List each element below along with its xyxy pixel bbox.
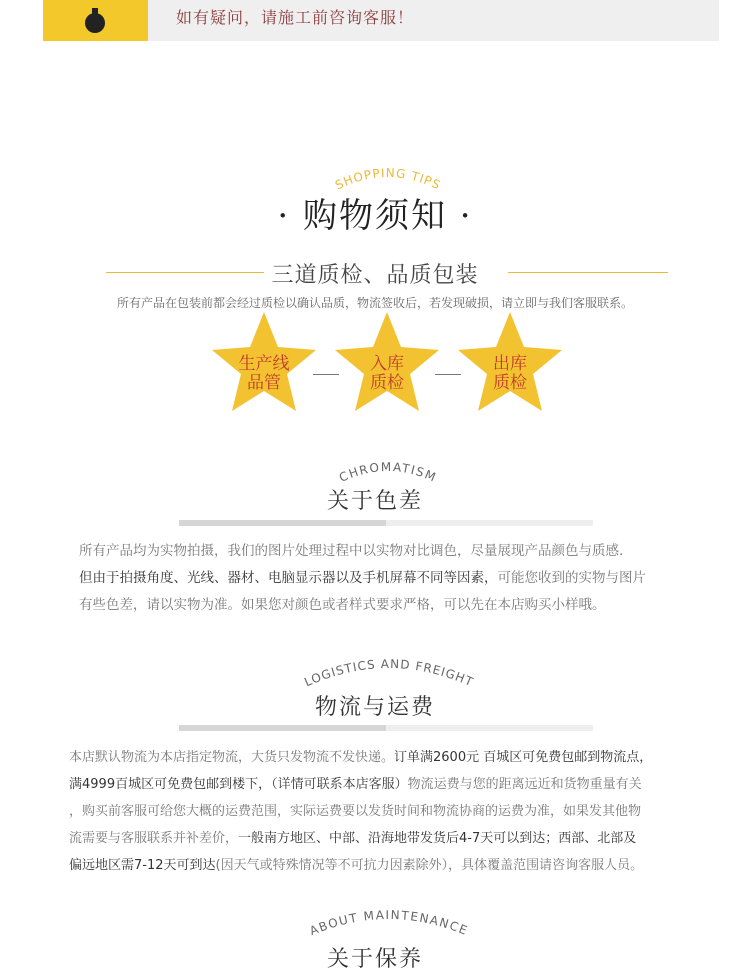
notice-icon-box	[43, 0, 148, 41]
star-connector	[435, 374, 461, 375]
svg-text:LOGISTICS AND FREIGHT: LOGISTICS AND FREIGHT	[302, 656, 476, 690]
notice-bar	[43, 0, 719, 41]
section-description: 所有产品在包装前都会经过质检以确认品质，物流签收后，若发现破损，请立即与我们客服联系。	[116, 296, 633, 310]
star-connector	[313, 374, 339, 375]
notice-text: 如有疑问，请施工前咨询客服！	[176, 8, 415, 27]
svg-text:CHROMATISM: CHROMATISM	[336, 459, 439, 485]
alert-icon	[84, 8, 106, 33]
svg-text:ABOUT MAINTENANCE: ABOUT MAINTENANCE	[307, 907, 471, 939]
star-label-inbound: 入库 质检	[370, 354, 404, 393]
page-title: · 购物须知 ·	[277, 196, 473, 236]
logistics-title: 物流与运费	[314, 695, 435, 720]
chromatism-text: 所有产品均为实物拍摄，我们的图片处理过程中以实物对比调色，尽量展现产品颜色与质感. 但由于拍摄角度、光线、器材、电脑显示器以及手机屏幕不同等因素，可能您收到的实物与图片 有些色差，请以实物为准。如果您对颜色或者样式要求严格，可以先在本店购买小样哦。	[79, 543, 646, 613]
logistics-text: 本店默认物流为本店指定物流，大货只发物流不发快递。订单满2600元 百城区可免费包邮到物流点， 满4999百城区可免费包邮到楼下，（详情可联系本店客服）物流运费与您的距离远近和货物重量有关 ，购买前客服可给您大概的运费范围，实际运费要以发货时间和物流协商的运费为准，如果发其他物 流需要与客服联系并补差价，一般南方地区、中部、沿海地带发货后4-7天可以到达；西部、北部及 偏远地区需7-12天可到达(因天气或特殊情况等不可抗力因素除外），具体覆盖范围请咨询客服人员。	[69, 750, 653, 873]
chromatism-title: 关于色差	[326, 489, 423, 514]
section-subtitle: 三道质检、品质包装	[271, 263, 479, 288]
maintenance-title: 关于保养	[326, 947, 423, 972]
section-bar	[179, 725, 593, 731]
star-label-outbound: 出库 质检	[493, 354, 527, 393]
svg-text:SHOPPING TIPS: SHOPPING TIPS	[332, 165, 444, 193]
star-label-production: 生产线 品管	[238, 354, 290, 393]
section-bar	[179, 520, 593, 526]
